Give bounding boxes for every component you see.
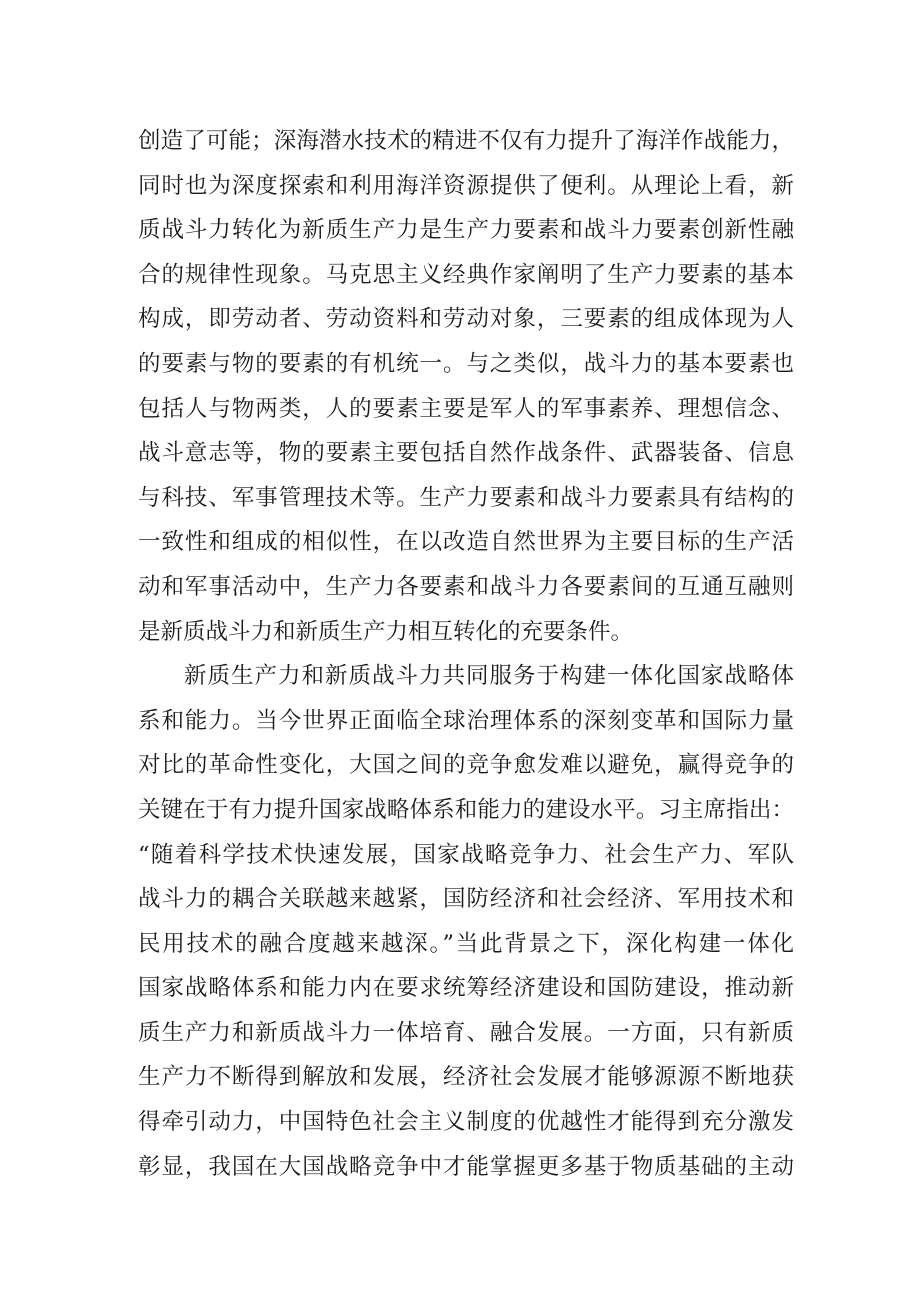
paragraph-1 bbox=[138, 119, 794, 654]
paragraph-line: 与科技、军事管理技术等。生产力要素和战斗力要素具有结构的 bbox=[138, 484, 794, 511]
paragraph-line: 的要素与物的要素的有机统一。与之类似，战斗力的基本要素也 bbox=[138, 350, 794, 377]
paragraph-line: 质生产力和新质战斗力一体培育、融合发展。一方面，只有新质 bbox=[138, 1019, 794, 1046]
paragraph-2 bbox=[138, 654, 794, 1189]
document-body bbox=[138, 119, 794, 1189]
paragraph-line: 战斗意志等，物的要素主要包括自然作战条件、武器装备、信息 bbox=[138, 440, 794, 467]
paragraph-line: 战斗力的耦合关联越来越紧，国防经济和社会经济、军用技术和 bbox=[138, 886, 794, 913]
paragraph-line: 同时也为深度探索和利用海洋资源提供了便利。从理论上看，新 bbox=[138, 172, 794, 199]
paragraph-line: 构成，即劳动者、劳动资料和劳动对象，三要素的组成体现为人 bbox=[138, 306, 794, 333]
paragraph-line: 得牵引动力，中国特色社会主义制度的优越性才能得到充分激发 bbox=[138, 1109, 794, 1136]
paragraph-line: 包括人与物两类，人的要素主要是军人的军事素养、理想信念、 bbox=[138, 395, 794, 422]
paragraph-line: 一致性和组成的相似性，在以改造自然世界为主要目标的生产活 bbox=[138, 529, 794, 556]
paragraph-line: “随着科学技术快速发展，国家战略竞争力、社会生产力、军队 bbox=[138, 841, 794, 868]
paragraph-line: 质战斗力转化为新质生产力是生产力要素和战斗力要素创新性融 bbox=[138, 217, 794, 244]
paragraph-line: 彰显，我国在大国战略竞争中才能掌握更多基于物质基础的主动 bbox=[138, 1153, 794, 1180]
paragraph-line: 合的规律性现象。马克思主义经典作家阐明了生产力要素的基本 bbox=[138, 261, 794, 288]
paragraph-line: 民用技术的融合度越来越深。”当此背景之下，深化构建一体化 bbox=[138, 930, 794, 957]
paragraph-line: 是新质战斗力和新质生产力相互转化的充要条件。 bbox=[138, 618, 634, 645]
paragraph-line: 生产力不断得到解放和发展，经济社会发展才能够源源不断地获 bbox=[138, 1064, 794, 1091]
paragraph-line: 新质生产力和新质战斗力共同服务于构建一体化国家战略体 bbox=[184, 663, 794, 690]
paragraph-line: 国家战略体系和能力内在要求统筹经济建设和国防建设，推动新 bbox=[138, 975, 794, 1002]
paragraph-line: 创造了可能；深海潜水技术的精进不仅有力提升了海洋作战能力， bbox=[138, 128, 794, 154]
paragraph-line: 关键在于有力提升国家战略体系和能力的建设水平。习主席指出： bbox=[138, 796, 794, 823]
paragraph-line: 系和能力。当今世界正面临全球治理体系的深刻变革和国际力量 bbox=[138, 707, 794, 734]
paragraph-line: 动和军事活动中，生产力各要素和战斗力各要素间的互通互融则 bbox=[138, 573, 794, 600]
paragraph-line: 对比的革命性变化，大国之间的竞争愈发难以避免，赢得竞争的 bbox=[138, 752, 794, 779]
